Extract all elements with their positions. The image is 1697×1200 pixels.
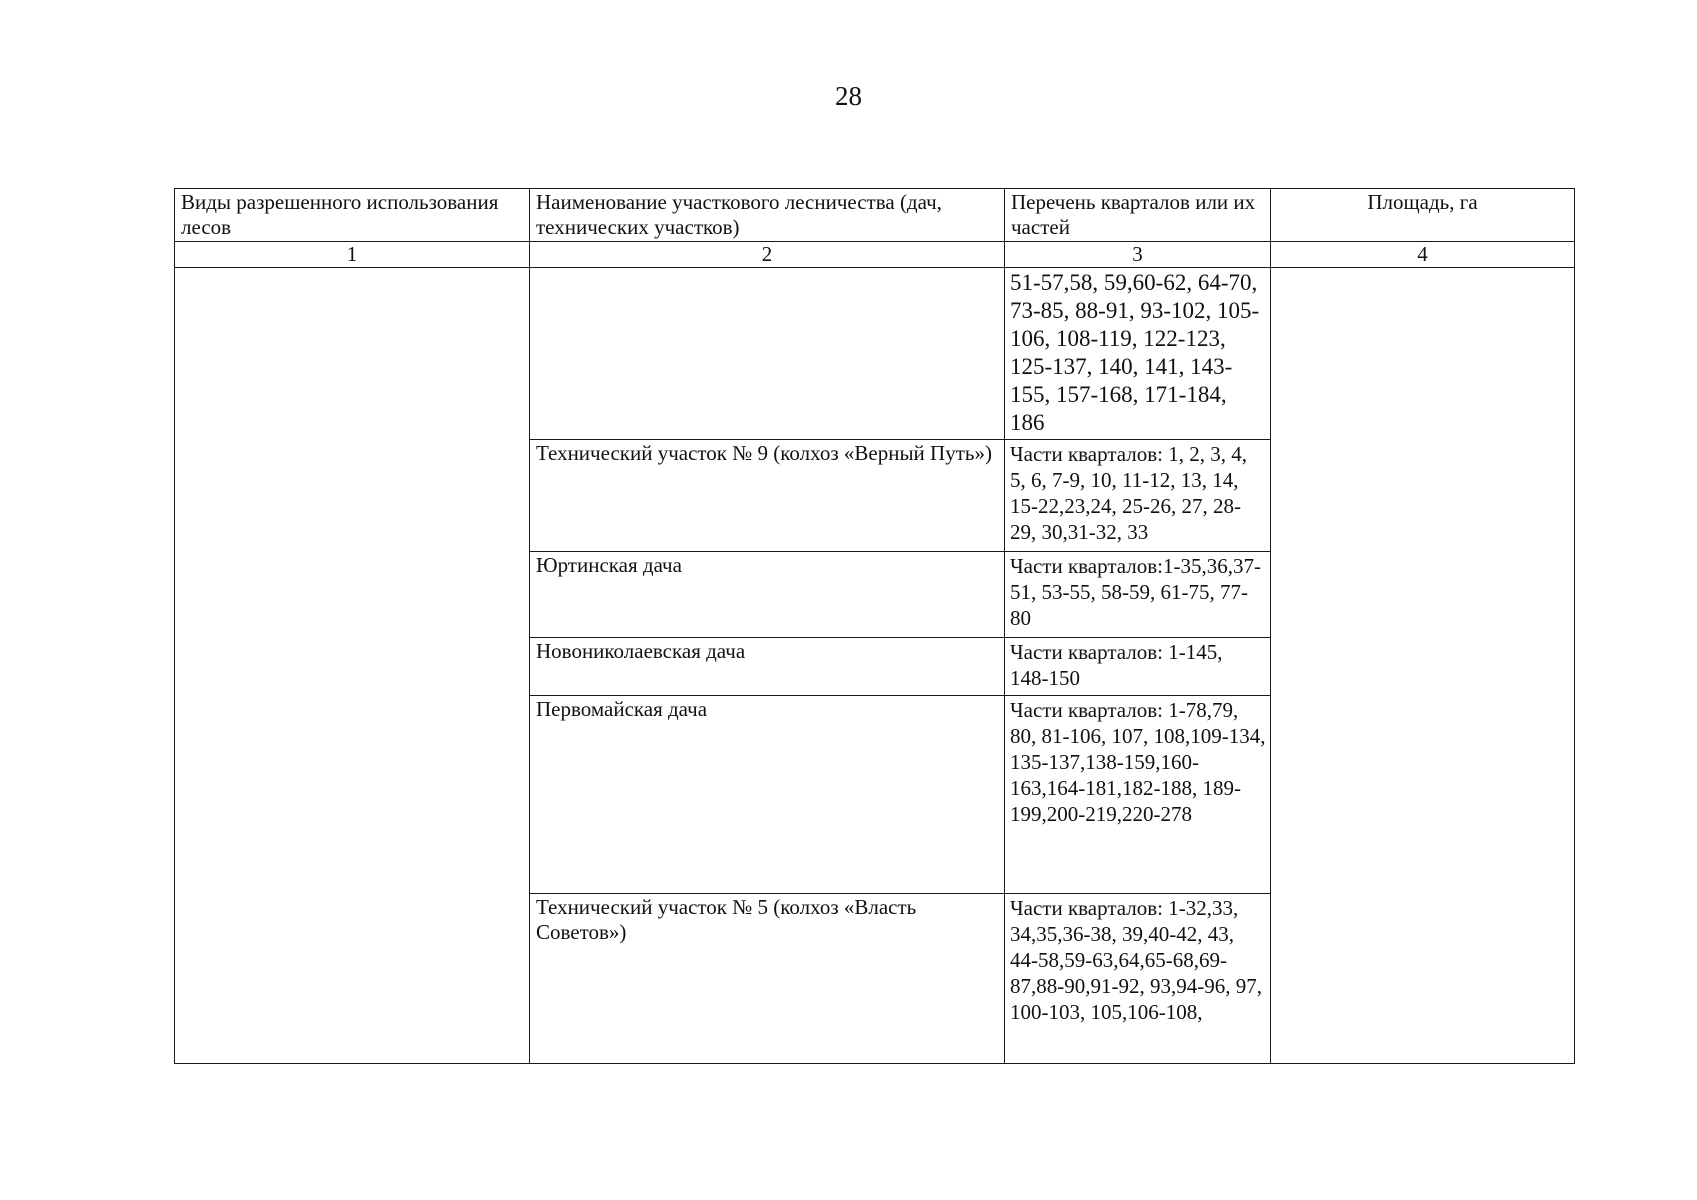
quarters-cell: 51-57,58, 59,60-62, 64-70, 73-85, 88-91, 93-102, 105-106, 108-119, 122-123, 125-137, 140, 141, 143-155, 157-168, 171-184, 186 — [1005, 268, 1271, 440]
area-cell — [1271, 268, 1575, 1064]
quarters-cell: Части кварталов: 1-145, 148-150 — [1005, 638, 1271, 696]
forest-use-table — [174, 188, 1575, 1064]
column-number: 3 — [1005, 242, 1271, 268]
column-number-row — [175, 242, 1575, 268]
forestry-name-cell: Юртинская дача — [530, 552, 1005, 638]
quarters-cell: Части кварталов: 1-78,79, 80, 81-106, 107, 108,109-134, 135-137,138-159,160-163,164-181,182-188, 189-199,200-219,220-278 — [1005, 696, 1271, 894]
header-forestry-name: Наименование участкового лесничества (дач, технических участков) — [530, 189, 1005, 242]
column-number: 1 — [175, 242, 530, 268]
column-number: 2 — [530, 242, 1005, 268]
quarters-cell: Части кварталов:1-35,36,37-51, 53-55, 58-59, 61-75, 77-80 — [1005, 552, 1271, 638]
table-row — [175, 268, 1575, 440]
forestry-name-cell — [530, 268, 1005, 440]
quarters-cell: Части кварталов: 1, 2, 3, 4, 5, 6, 7-9, 10, 11-12, 13, 14, 15-22,23,24, 25-26, 27, 28-29, 30,31-32, 33 — [1005, 440, 1271, 552]
column-number: 4 — [1271, 242, 1575, 268]
header-quarters-list: Перечень кварталов или их частей — [1005, 189, 1271, 242]
header-forest-use-type: Виды разрешенного использования лесов — [175, 189, 530, 242]
page-number: 28 — [835, 81, 862, 111]
forest-use-type-cell — [175, 268, 530, 1064]
forestry-name-cell: Технический участок № 5 (колхоз «Власть Советов») — [530, 894, 1005, 1064]
table-header-row — [175, 189, 1575, 242]
forestry-name-cell: Первомайская дача — [530, 696, 1005, 894]
forestry-name-cell: Новониколаевская дача — [530, 638, 1005, 696]
quarters-cell: Части кварталов: 1-32,33, 34,35,36-38, 39,40-42, 43, 44-58,59-63,64,65-68,69-87,88-90,91-92, 93,94-96, 97, 100-103, 105,106-108, — [1005, 894, 1271, 1064]
forestry-name-cell: Технический участок № 9 (колхоз «Верный Путь») — [530, 440, 1005, 552]
header-area: Площадь, га — [1271, 189, 1575, 242]
